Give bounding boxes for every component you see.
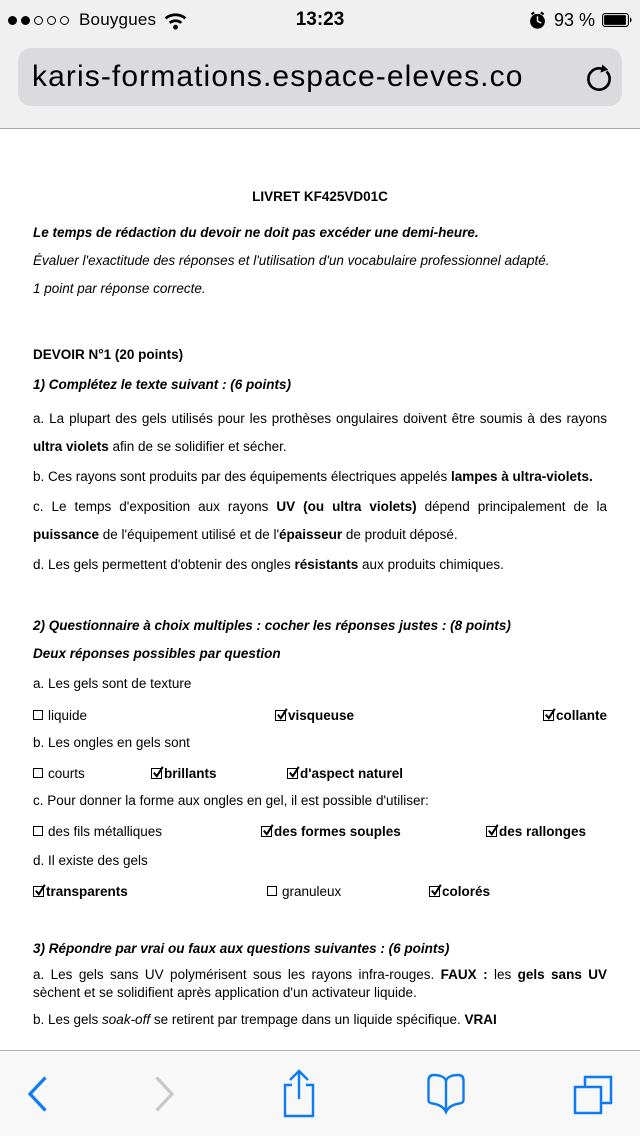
document-title: LIVRET KF425VD01C <box>252 189 388 204</box>
checkbox-label: brillants <box>164 765 217 781</box>
address-bar[interactable] <box>18 48 622 106</box>
back-icon[interactable] <box>26 1075 49 1113</box>
checkbox-option[interactable] <box>33 817 162 845</box>
checked-checkbox-icon <box>33 886 44 897</box>
checkbox-label: transparents <box>46 883 128 899</box>
checkbox-option[interactable] <box>543 701 607 729</box>
safari-top-chrome <box>0 0 640 129</box>
signal-dots-icon <box>8 16 73 25</box>
answer-options-row <box>33 701 607 729</box>
checkbox-option[interactable] <box>33 701 87 729</box>
checkbox-option[interactable] <box>486 817 586 845</box>
checkbox-label: liquide <box>48 707 88 723</box>
checkbox-label: des formes souples <box>274 823 401 839</box>
url-text: karis-formations.espace-eleves.co <box>32 60 524 93</box>
section2-heading: 2) Questionnaire à choix multiples : cocher les réponses justes : (8 points) <box>33 618 511 633</box>
section1-heading: 1) Complétez le texte suivant : (6 points) <box>33 377 292 392</box>
checkbox-label: courts <box>48 765 85 781</box>
checked-checkbox-icon <box>486 826 497 837</box>
checkbox-label: d'aspect naturel <box>300 765 403 781</box>
battery-percent-label: 93 % <box>553 9 595 30</box>
checkbox-label: granuleux <box>282 883 342 899</box>
question-text: c. Pour donner la forme aux ongles en gel, il est possible d'utiliser: <box>33 793 429 808</box>
checkbox-option[interactable] <box>275 701 354 729</box>
url-fade-overlay <box>530 49 578 105</box>
checkbox-label: collante <box>556 707 608 723</box>
checkbox-option[interactable] <box>33 877 128 905</box>
checked-checkbox-icon <box>151 768 162 779</box>
question-text: d. Il existe des gels <box>33 853 148 868</box>
bookmarks-icon[interactable] <box>423 1072 469 1116</box>
wifi-icon <box>163 11 188 30</box>
checked-checkbox-icon <box>429 886 440 897</box>
paragraph: c. Le temps d'exposition aux rayons UV (ou ultra violets) dépend principalement de la puissance de l'équipement utilisé et de l'épaisseur de produit déposé. <box>33 499 607 542</box>
checkbox-option[interactable] <box>267 877 341 905</box>
unchecked-checkbox-icon <box>33 826 43 836</box>
checkbox-label: visqueuse <box>288 707 355 723</box>
document-page <box>0 129 640 1050</box>
carrier-label: Bouygues <box>79 10 157 29</box>
intro-paragraph: Évaluer l'exactitude des réponses et l'utilisation d'un vocabulaire professionnel adapté. <box>33 253 550 268</box>
checkbox-option[interactable] <box>429 877 490 905</box>
forward-icon[interactable] <box>153 1075 176 1113</box>
intro-paragraph: Le temps de rédaction du devoir ne doit pas excéder une demi-heure. <box>33 225 479 240</box>
checked-checkbox-icon <box>261 826 272 837</box>
checkbox-option[interactable] <box>261 817 401 845</box>
paragraph: a. La plupart des gels utilisés pour les prothèses ongulaires doivent être soumis à des rayons ultra violets afin de se solidifier et sécher. <box>33 411 607 454</box>
checkbox-label: colorés <box>442 883 491 899</box>
checkbox-option[interactable] <box>287 759 403 787</box>
checkbox-option[interactable] <box>151 759 217 787</box>
share-icon[interactable] <box>279 1068 319 1120</box>
checkbox-label: des fils métalliques <box>48 823 163 839</box>
answer-options-row <box>33 817 607 845</box>
clock-time: 13:23 <box>295 9 345 30</box>
unchecked-checkbox-icon <box>33 768 43 778</box>
paragraph: d. Les gels permettent d'obtenir des ongles résistants aux produits chimiques. <box>33 557 504 572</box>
checked-checkbox-icon <box>543 710 554 721</box>
section2-subheading: Deux réponses possibles par question <box>33 646 281 661</box>
intro-paragraph: 1 point par réponse correcte. <box>33 281 206 296</box>
question-text: a. Les gels sont de texture <box>33 676 192 691</box>
checkbox-option[interactable] <box>33 759 85 787</box>
checkbox-label: des rallonges <box>499 823 587 839</box>
assignment-title: DEVOIR N°1 (20 points) <box>33 347 184 362</box>
section3-heading: 3) Répondre par vrai ou faux aux questions suivantes : (6 points) <box>33 941 450 956</box>
paragraph: b. Les gels soak-off se retirent par trempage dans un liquide spécifique. VRAI <box>33 1012 497 1027</box>
reload-icon[interactable] <box>582 61 616 95</box>
status-bar <box>0 0 640 40</box>
answer-options-row <box>33 877 607 905</box>
safari-bottom-toolbar <box>0 1050 640 1136</box>
unchecked-checkbox-icon <box>33 710 43 720</box>
battery-icon <box>602 13 632 27</box>
answer-options-row <box>33 759 607 787</box>
paragraph: a. Les gels sans UV polymérisent sous les rayons infra-rouges. FAUX : les gels sans UV sèchent et se solidifient après application d'un activateur liquide. <box>33 967 607 1000</box>
paragraph: b. Ces rayons sont produits par des équipements électriques appelés lampes à ultra-violets. <box>33 469 593 484</box>
alarm-clock-icon <box>528 11 547 30</box>
unchecked-checkbox-icon <box>267 886 277 896</box>
checked-checkbox-icon <box>275 710 286 721</box>
tabs-icon[interactable] <box>572 1073 614 1115</box>
checked-checkbox-icon <box>287 768 298 779</box>
question-text: b. Les ongles en gels sont <box>33 735 190 750</box>
